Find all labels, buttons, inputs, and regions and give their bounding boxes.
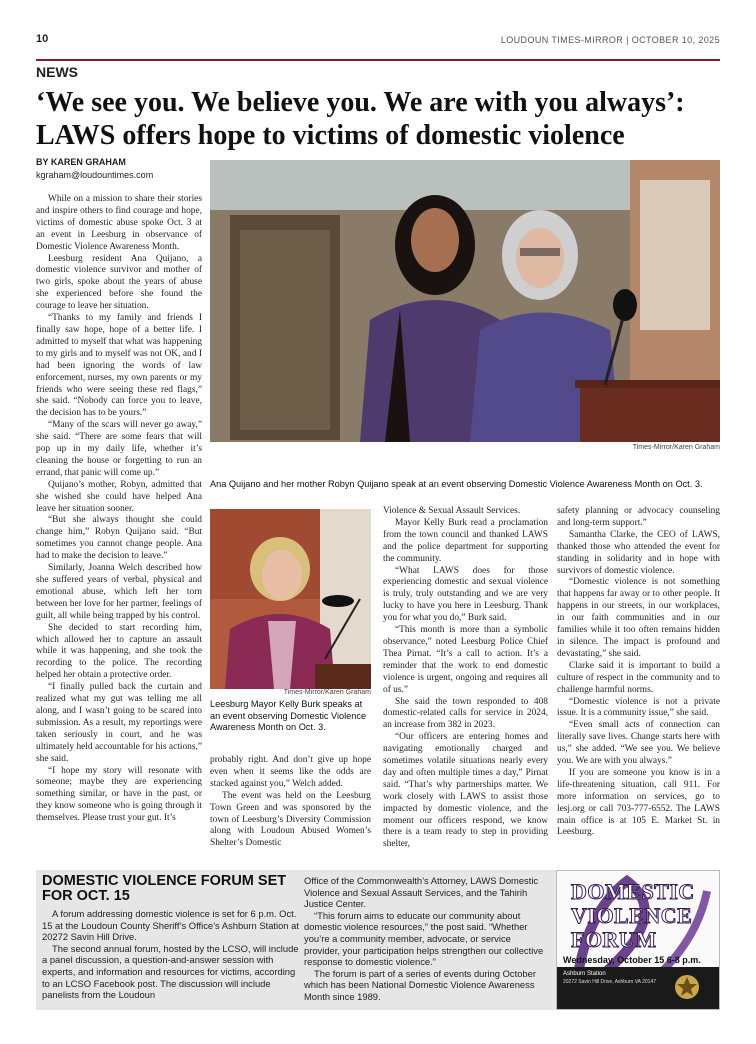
article-column-4 [557, 506, 720, 839]
paragraph: She decided to start recording him, which allowed her to capture an assault while it was happening, and she took the recording to the police. The recording helped her obtain a protective order. [36, 622, 202, 681]
poster-address: 20272 Savin Hill Drive, Ashburn VA 20147 [563, 979, 657, 985]
paragraph: “Our officers are entering homes and navigating emotionally charged and sometimes volatile situations nearly every day and often multiple times a day,” Pirnat said. “That’s why partnerships matter. We work closely with LAWS to assist those impacted by domestic violence, and the moment our officers respond, we know there is a team ready to step in providing shelter, [383, 732, 548, 850]
paragraph: “Domestic violence is not something that happens far away or to other people. It happens in our streets, in our workplaces, in our faith communities and in our families while it too often remains hidden in silence. The impact is profound and devastating,” she said. [557, 577, 720, 659]
paragraph: “But she always thought she could change him,” Robyn Quijano said. “But sometimes you cannot change people. Ana had to make the decision to leave.” [36, 515, 202, 562]
paragraph: Samantha Clarke, the CEO of LAWS, thanked those who attended the event for standing in solidarity and in hope with survivors of domestic violence. [557, 529, 720, 576]
headline: ‘We see you. We believe you. We are with you always’: LAWS offers hope to victims of domestic violence [36, 87, 685, 151]
paragraph: Similarly, Joanna Welch described how she suffered years of verbal, physical and emotional abuse, which left her torn between her love for her partner, feelings of guilt, all while being trapped by his control. [36, 563, 202, 621]
paragraph: Leesburg resident Ana Quijano, a domestic violence survivor and mother of two girls, spoke about the years of abuse she experienced before she found the courage to leave her situation. [36, 253, 202, 312]
poster-title-3: FORUM [571, 927, 657, 952]
main-photo [210, 160, 720, 442]
paragraph: “I finally pulled back the curtain and realized what my gut was telling me all along, and I wasn’t going to be scared into submission. As a result, my reportings were taken seriously in court, and he was ultimately held accountable for his actions,” she said. [36, 682, 202, 764]
paragraph: While on a mission to share their stories and inspire others to find courage and hope, victims of domestic abuse spoke Oct. 3 at an event in Leesburg in observance of Domestic Violence Awareness Month. [36, 194, 202, 252]
paragraph: “Thanks to my family and friends I finally saw hope, hope of a better life. I admitted to myself that what was happening to my girls and to myself was not OK, and I had been ignoring the words of law enforcement, nurses, my own parents or my friends who were seeing these red flags,” she said. “Nobody can force you to leave, the decision has to be yours.” [36, 313, 202, 419]
paragraph: “Even small acts of connection can literally save lives. Change starts here with us,” she added. “We see you. We believe you. We are with you always.” [557, 720, 720, 767]
poster-date: Wednesday, October 15 6-8 p.m. [563, 955, 701, 965]
paragraph: Clarke said it is important to build a culture of respect in the community and to challenge harmful norms. [557, 660, 720, 695]
sidebar-right-column [304, 875, 548, 1003]
paragraph: If you are someone you know is in a life-threatening situation, call 911. For more information on services, go to lesj.org or call 703-777-6552. The LAWS main office is at 105 E. Market St. in Leesburg. [557, 767, 720, 838]
small-photo-caption: Leesburg Mayor Kelly Burk speaks at an event observing Domestic Violence Awareness Month on Oct. 3. [210, 699, 367, 732]
paragraph: Violence & Sexual Assault Services. [383, 506, 521, 516]
paragraph: “This month is more than a symbolic observance,” noted Leesburg Police Chief Thea Pirnat. “It’s a call to action. It’s a reminder that the work to end domestic violence is urgent, ongoing and requires all of us.” [383, 625, 548, 695]
small-photo-credit: Times-Mirror/Karen Graham [283, 689, 371, 696]
poster-title-2: VIOLENCE [571, 903, 693, 928]
small-photo-image [210, 509, 371, 689]
main-photo-caption: Ana Quijano and her mother Robyn Quijano speak at an event observing Domestic Violence Awareness Month on Oct. 3. [210, 479, 703, 489]
paragraph: “Many of the scars will never go away,” she said. “There are some fears that will pop up in my daily life, whether it’s cleaning the house or forgetting to run an errand, that panic will come up.” [36, 420, 202, 478]
header-rule [36, 59, 720, 61]
sidebar-paragraph: The forum is part of a series of events during October which has been National Domestic Violence Awareness Month since 1989. [304, 967, 536, 1002]
paragraph: safety planning or advocacy counseling and long-term support.” [557, 506, 720, 528]
page-number: 10 [36, 33, 49, 45]
paragraph: “What LAWS does for those experiencing domestic and sexual violence is truly, truly outstanding and we are very lucky to have you here in Leesburg. Thank you for what you do,” Burk said. [383, 565, 548, 624]
sidebar-title: DOMESTIC VIOLENCE FORUM SET FOR OCT. 15 [42, 873, 287, 904]
forum-poster [556, 870, 720, 1010]
paragraph: “Domestic violence is not a private issue. It is a community issue,” she said. [557, 696, 720, 719]
paragraph: The event was held on the Leesburg Town Green and was sponsored by the town of Leesburg’s Diversity Commission along with Loudoun Abused Women’s Shelter’s Domestic [210, 790, 371, 849]
poster-venue: Ashburn Station [563, 971, 606, 977]
section-label: NEWS [36, 64, 78, 80]
paragraph: “I hope my story will resonate with someone; maybe they are experiencing something similar, or have in the past, or they know someone who is going through it themselves. Please trust your gut. It’s [36, 765, 202, 824]
author-email: kgraham@loudountimes.com [36, 170, 154, 180]
paragraph: probably right. And don’t give up hope even when it seems like the odds are stacked against you,” Welch added. [210, 755, 371, 789]
article-column-2 [210, 755, 371, 850]
sidebar-paragraph: “This forum aims to educate our community about domestic violence resources,” the post said. “Whether you’re a community member, advocate, or service provider, your participation helps strengthen our collective response to domestic violence.” [304, 909, 544, 968]
sidebar-paragraph: Office of the Commonwealth’s Attorney, LAWS Domestic Violence and Sexual Assault Services, and the Tahirih Justice Center. [304, 875, 539, 910]
article-column-1 [36, 194, 202, 844]
article-column-3 [383, 506, 548, 851]
sidebar-paragraph: A forum addressing domestic violence is set for 6 p.m. Oct. 15 at the Loudoun County Sheriff’s Office’s Ashburn Station at 20272 Savin Hill Drive. [42, 908, 299, 943]
folio: LOUDOUN TIMES-MIRROR | OCTOBER 10, 2025 [500, 35, 720, 45]
paragraph: Quijano’s mother, Robyn, admitted that she wished she could have helped Ana leave her situation sooner. [36, 479, 202, 514]
byline: BY KAREN GRAHAM [36, 157, 126, 167]
paragraph: Mayor Kelly Burk read a proclamation from the town council and thanked LAWS and the police department for supporting the community. [383, 517, 548, 564]
sidebar-left-column [42, 908, 300, 1001]
sidebar-paragraph: The second annual forum, hosted by the LCSO, will include a panel discussion, a question-and-answer session with experts, and information and resources for victims, according to an LCSO Facebook post. The discussion will include panelists from the Loudoun [42, 942, 299, 1001]
poster-title-1: DOMESTIC [571, 879, 695, 904]
main-photo-image [210, 160, 720, 442]
small-photo [210, 509, 371, 689]
paragraph: She said the town responded to 408 domestic-related calls for service in 2024, an increase from 382 in 2023. [383, 696, 548, 731]
main-photo-credit: Times-Mirror/Karen Graham [632, 444, 720, 451]
